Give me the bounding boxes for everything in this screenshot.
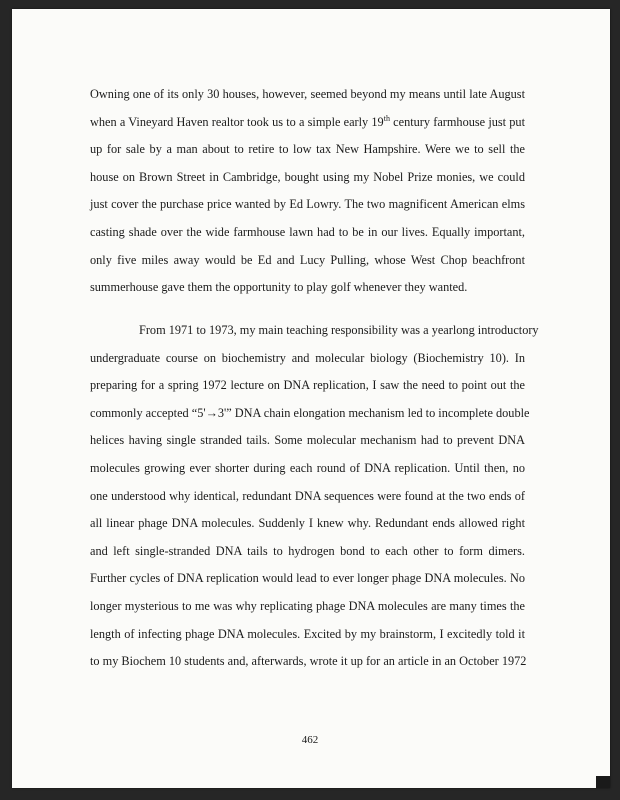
text-line: preparing for a spring 1972 lecture on DNA replication, I saw the need to point out the	[90, 378, 525, 393]
text-line	[90, 109, 525, 137]
text-line: From 1971 to 1973, my main teaching responsibility was a yearlong introductory	[139, 323, 539, 337]
text-line: length of infecting phage DNA molecules. Excited by my brainstorm, I excitedly told it	[90, 626, 525, 641]
text-fragment: century farmhouse just put	[389, 114, 525, 129]
text-line: one understood why identical, redundant DNA sequences were found at the two ends of	[90, 488, 525, 503]
superscript: th	[383, 113, 390, 123]
text-line: longer mysterious to me was why replicating phage DNA molecules are many times the	[90, 598, 525, 613]
text-line: Further cycles of DNA replication would lead to ever longer phage DNA molecules. No	[90, 571, 525, 586]
text-line: only five miles away would be Ed and Lucy Pulling, whose West Chop beachfront	[90, 252, 525, 267]
text-line: undergraduate course on biochemistry and molecular biology (Biochemistry 10). In	[90, 350, 525, 365]
text-line: molecules growing ever shorter during each round of DNA replication. Until then, no	[90, 460, 525, 475]
text-line: up for sale by a man about to retire to low tax New Hampshire. Were we to sell the	[90, 142, 525, 157]
text-line: to my Biochem 10 students and, afterwards, wrote it up for an article in an October 1972	[90, 654, 527, 669]
text-line: all linear phage DNA molecules. Suddenly I knew why. Redundant ends allowed right	[90, 516, 525, 531]
text-line: summerhouse gave them the opportunity to play golf whenever they wanted.	[90, 280, 468, 295]
text-line: casting shade over the wide farmhouse lawn had to be in our lives. Equally important,	[90, 224, 525, 239]
page-number: 462	[301, 734, 319, 746]
text-line: and left single-stranded DNA tails to hydrogen bond to each other to form dimers.	[90, 543, 525, 558]
text-line: just cover the purchase price wanted by Ed Lowry. The two magnificent American elms	[90, 197, 525, 212]
corner-clip-mark	[596, 776, 610, 788]
text-fragment: when a Vineyard Haven realtor took us to a simple early 19	[90, 114, 384, 129]
text-line: commonly accepted “5'→3'” DNA chain elongation mechanism led to incomplete double	[90, 405, 530, 420]
text-line: Owning one of its only 30 houses, however, seemed beyond my means until late August	[90, 87, 525, 101]
text-line: house on Brown Street in Cambridge, bought using my Nobel Prize monies, we could	[90, 169, 525, 184]
paragraph-2	[90, 317, 539, 676]
text-line: helices having single stranded tails. Some molecular mechanism had to prevent DNA	[90, 433, 525, 448]
paragraph-1	[90, 81, 525, 302]
